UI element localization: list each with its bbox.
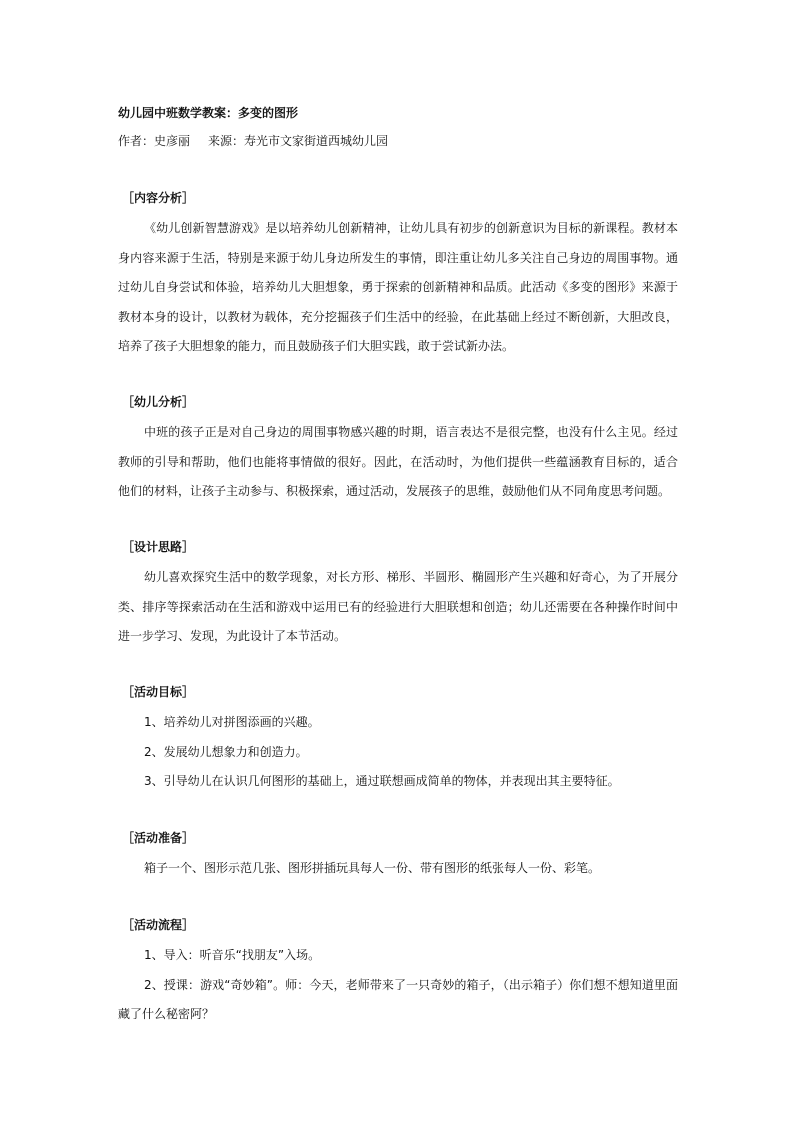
section-content-analysis [118,188,678,362]
section-paragraph: 箱子一个、图形示范几张、图形拼插玩具每人一份、带有图形的纸张每人一份、彩笔。 [144,861,601,875]
list-item: 2、授课：游戏“奇妙箱”。师：今天，老师带来了一只奇妙的箱子，（出示箱子）你们想不想知道里面藏了什么秘密阿？ [118,977,678,1021]
goals-list [118,708,678,797]
source-line: 来源：寿光市文家街道西城幼儿园 [208,134,389,148]
section-paragraph: 《幼儿创新智慧游戏》是以培养幼儿创新精神，让幼儿具有初步的创新意识为目标的新课程。教材本身内容来源于生活，特别是来源于幼儿身边所发生的事情，即注重让幼儿多关注自己身边的周围事物。通过幼儿自身尝试和体验，培养幼儿大胆想象，勇于探索的创新精神和品质。此活动《多变的图形》来源于教材本身的设计，以教材为载体，充分挖掘孩子们生活中的经验，在此基础上经过不断创新，大胆改良，培养了孩子大胆想象的能力，而且鼓励孩子们大胆实践，敢于尝试新办法。 [118,221,678,353]
author-line: 作者：史彦丽 [118,134,191,148]
section-heading: ［内容分析］ [122,191,195,205]
process-list [118,941,678,1030]
section-paragraph: 幼儿喜欢探究生活中的数学现象，对长方形、梯形、半圆形、椭圆形产生兴趣和好奇心，为了开展分类、排序等探索活动在生活和游戏中运用已有的经验进行大胆联想和创造；幼儿还需要在各种操作时间中进一步学习、发现，为此设计了本节活动。 [118,570,678,643]
list-item: 3、引导幼儿在认识几何图形的基础上，通过联想画成简单的物体，并表现出其主要特征。 [144,774,620,788]
list-item: 1、培养幼儿对拼图添画的兴趣。 [144,715,320,729]
section-design-idea [118,537,678,652]
section-process [118,915,678,1030]
section-goals [118,682,678,797]
section-paragraph: 中班的孩子正是对自己身边的周围事物感兴趣的时期，语言表达不是很完整，也没有什么主见。经过教师的引导和帮助，他们也能将事情做的很好。因此，在活动时，为他们提供一些蕴涵教育目标的，适合他们的材料，让孩子主动参与、积极探索，通过活动，发展孩子的思维，鼓励他们从不同角度思考问题。 [118,425,678,498]
document-title: 幼儿园中班数学教案：多变的图形 [118,106,299,120]
section-child-analysis [118,392,678,507]
section-heading: ［幼儿分析］ [122,395,195,409]
section-heading: ［活动目标］ [122,685,195,699]
section-heading: ［活动流程］ [122,918,195,932]
list-item: 2、发展幼儿想象力和创造力。 [144,744,308,759]
byline [118,132,388,149]
section-heading: ［设计思路］ [122,540,195,554]
section-preparation [118,828,678,884]
section-heading: ［活动准备］ [122,831,195,845]
list-item: 1、导入：听音乐“找朋友”入场。 [144,948,321,962]
